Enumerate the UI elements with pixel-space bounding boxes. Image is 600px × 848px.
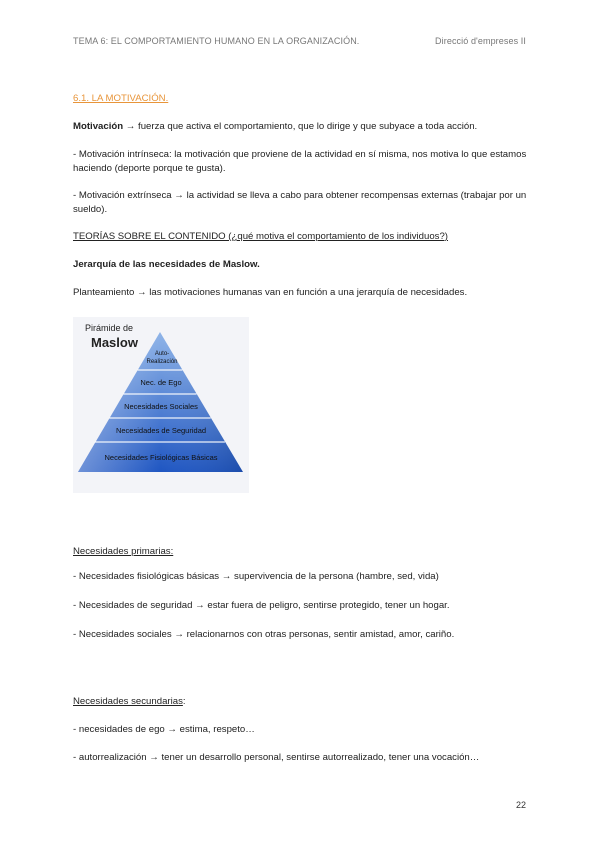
level-ego: Nec. de Ego [140,378,182,387]
running-header-title: TEMA 6: EL COMPORTAMIENTO HUMANO EN LA ORGANIZACIÓN. [73,36,360,46]
maslow-heading [73,258,528,272]
level-self-realization-1: Auto- [154,351,170,357]
level-social: Necesidades Sociales [124,402,198,411]
running-header-subject: Direcció d'empreses II [435,36,526,46]
level-security: Necesidades de Seguridad [115,426,207,435]
maslow-pyramid-svg [73,317,249,493]
maslow-pyramid-figure [73,317,249,493]
theories-heading: TEORÍAS SOBRE EL CONTENIDO (¿qué motiva el comportamiento de los individuos?) [73,231,448,242]
page-number: 22 [516,800,527,810]
primary-need-security: - Necesidades de seguridad → estar fuera de peligro, sentirse protegido, tener un hogar. [73,600,450,611]
maslow-statement: Planteamiento → las motivaciones humanas van en función a una jerarquía de necesidades. [73,287,468,298]
secondary-need-ego: - necesidades de ego → estima, respeto… [73,724,255,735]
intrinsic-motivation: - Motivación intrínseca: la motivación que proviene de la actividad en sí misma, nos motiva lo que estamos haciendo (deporte porque te gusta). [73,149,527,174]
definition-text: → fuerza que activa el comportamiento, que lo dirige y que subyace a toda acción. [125,121,478,132]
extrinsic-motivation: - Motivación extrínseca → la actividad se lleva a cabo para obtener recompensas externas (trabajar por un sueldo). [73,190,527,215]
primary-needs-heading: Necesidades primarias: [73,546,174,557]
pyramid-title-line1: Pirámide de [85,323,134,333]
motivation-definition [73,120,528,134]
secondary-needs-heading-colon: : [182,696,186,707]
pyramid-title-line2: Maslow [91,335,138,350]
secondary-need-self-realization: - autorrealización → tener un desarrollo personal, sentirse autorrealizado, tener una vocación… [73,752,480,763]
definition-term: Motivación [73,121,124,132]
secondary-needs-heading-text: Necesidades secundarias [73,696,183,707]
maslow-heading-text: Jerarquía de las necesidades de Maslow. [73,259,260,270]
level-physiological: Necesidades Fisiológicas Básicas [104,453,218,462]
section-title: 6.1. LA MOTIVACIÓN. [73,93,169,104]
primary-need-physiological: - Necesidades fisiológicas básicas → supervivencia de la persona (hambre, sed, vida) [73,571,439,582]
level-self-realization-2: Realización [146,359,178,365]
primary-need-social: - Necesidades sociales → relacionarnos con otras personas, sentir amistad, amor, cariño. [73,629,455,640]
secondary-needs-heading [73,695,528,709]
